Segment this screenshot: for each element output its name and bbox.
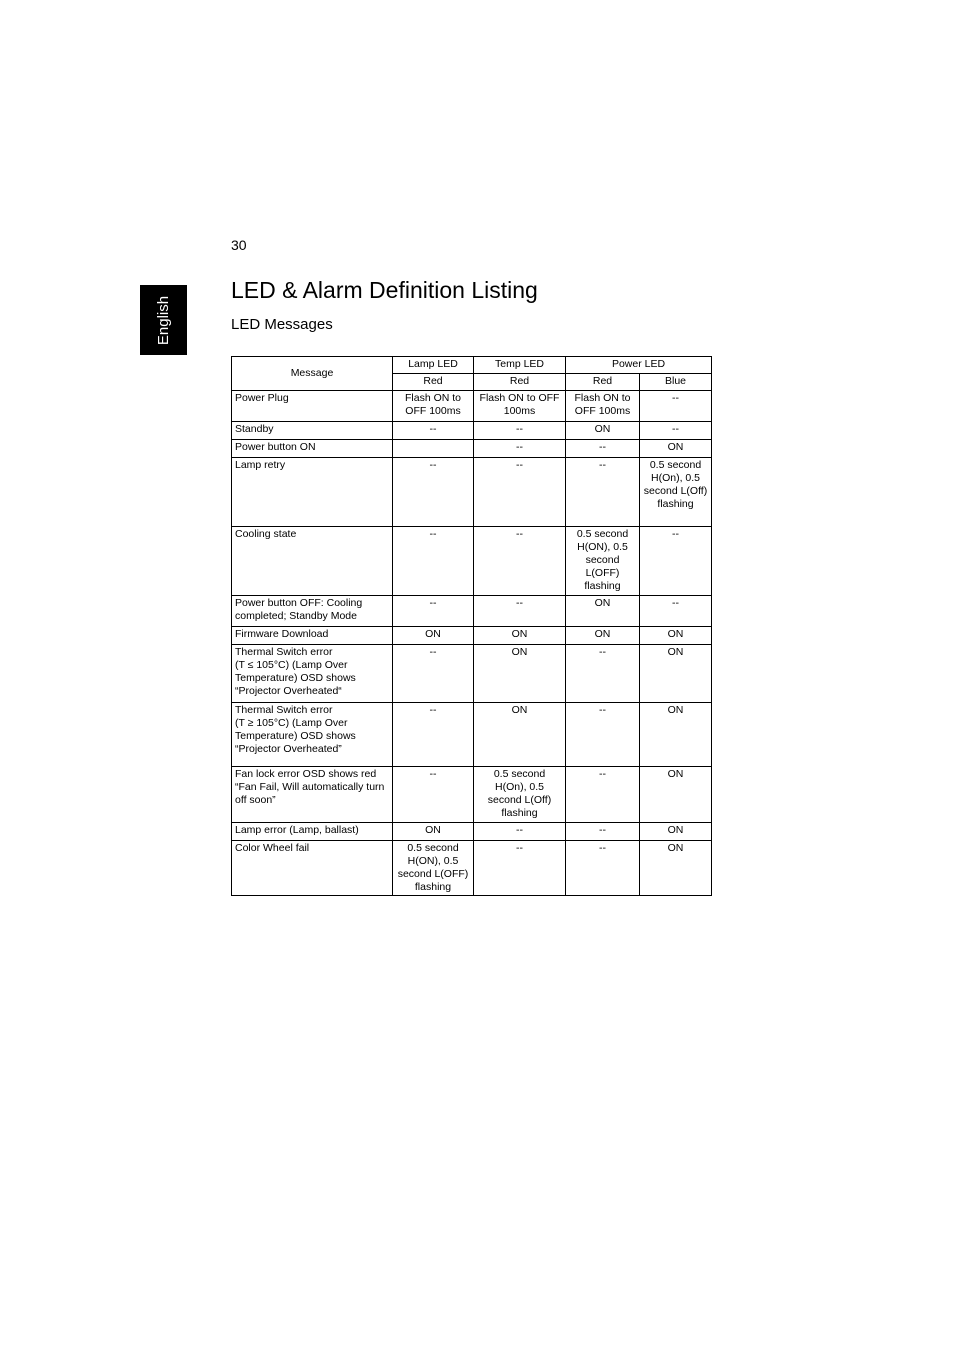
cell-temp-led: ON	[474, 645, 566, 703]
cell-power-led-red: --	[566, 841, 640, 896]
table-header-row	[232, 357, 712, 374]
cell-temp-led: --	[474, 440, 566, 458]
cell-power-led-blue: ON	[640, 841, 712, 896]
section-title: LED Messages	[231, 316, 333, 333]
language-side-tab	[140, 285, 187, 355]
cell-temp-led: ON	[474, 627, 566, 645]
cell-temp-led: --	[474, 422, 566, 440]
cell-power-led-blue: ON	[640, 823, 712, 841]
cell-lamp-led: --	[393, 596, 474, 627]
cell-message: Power button ON	[232, 440, 393, 458]
cell-power-led-blue: 0.5 second H(On), 0.5 second L(Off) flashing	[640, 458, 712, 527]
cell-temp-led: --	[474, 458, 566, 527]
table-row	[232, 440, 712, 458]
cell-message: Lamp error (Lamp, ballast)	[232, 823, 393, 841]
cell-power-led-red: --	[566, 767, 640, 823]
cell-power-led-blue: --	[640, 596, 712, 627]
table-row	[232, 703, 712, 767]
cell-power-led-blue: ON	[640, 645, 712, 703]
cell-temp-led: Flash ON to OFF 100ms	[474, 391, 566, 422]
table-row	[232, 645, 712, 703]
cell-temp-led: --	[474, 841, 566, 896]
cell-power-led-red: ON	[566, 422, 640, 440]
cell-temp-led: --	[474, 596, 566, 627]
cell-message: Power Plug	[232, 391, 393, 422]
cell-lamp-led: ON	[393, 823, 474, 841]
cell-power-led-red: --	[566, 823, 640, 841]
cell-message: Power button OFF: Cooling completed; Standby Mode	[232, 596, 393, 627]
cell-power-led-blue: ON	[640, 440, 712, 458]
cell-power-led-red: --	[566, 703, 640, 767]
table-row	[232, 627, 712, 645]
cell-temp-led: --	[474, 823, 566, 841]
header-power-red: Red	[566, 374, 640, 391]
cell-power-led-blue: --	[640, 391, 712, 422]
cell-lamp-led: 0.5 second H(ON), 0.5 second L(OFF) flashing	[393, 841, 474, 896]
table-row	[232, 458, 712, 527]
cell-lamp-led: --	[393, 645, 474, 703]
cell-power-led-red: 0.5 second H(ON), 0.5 second L(OFF) flashing	[566, 527, 640, 596]
cell-temp-led: --	[474, 527, 566, 596]
cell-power-led-red: --	[566, 645, 640, 703]
cell-power-led-red: ON	[566, 627, 640, 645]
header-temp-led: Temp LED	[474, 357, 566, 374]
cell-power-led-blue: --	[640, 422, 712, 440]
page-title: LED & Alarm Definition Listing	[231, 277, 538, 303]
cell-power-led-red: ON	[566, 596, 640, 627]
cell-power-led-blue: ON	[640, 703, 712, 767]
cell-lamp-led: Flash ON to OFF 100ms	[393, 391, 474, 422]
cell-message: Thermal Switch error (T ≥ 105°C) (Lamp Over Temperature) OSD shows “Projector Overheated”	[232, 703, 393, 767]
cell-lamp-led: --	[393, 458, 474, 527]
table-row	[232, 767, 712, 823]
cell-power-led-blue: --	[640, 527, 712, 596]
cell-message: Firmware Download	[232, 627, 393, 645]
table-row	[232, 596, 712, 627]
header-lamp-color: Red	[393, 374, 474, 391]
cell-power-led-red: --	[566, 458, 640, 527]
header-message: Message	[232, 357, 393, 391]
cell-lamp-led: ON	[393, 627, 474, 645]
cell-power-led-red: Flash ON to OFF 100ms	[566, 391, 640, 422]
cell-message: Lamp retry	[232, 458, 393, 527]
cell-power-led-red: --	[566, 440, 640, 458]
cell-lamp-led: --	[393, 767, 474, 823]
side-tab-label: English	[155, 295, 173, 345]
table-row	[232, 391, 712, 422]
page-number: 30	[231, 237, 247, 253]
cell-message: Thermal Switch error (T ≤ 105°C) (Lamp Over Temperature) OSD shows “Projector Overheated“	[232, 645, 393, 703]
cell-temp-led: ON	[474, 703, 566, 767]
table-row	[232, 422, 712, 440]
cell-power-led-blue: ON	[640, 767, 712, 823]
cell-message: Fan lock error OSD shows red “Fan Fail, Will automatically turn off soon”	[232, 767, 393, 823]
table-row	[232, 527, 712, 596]
cell-message: Cooling state	[232, 527, 393, 596]
header-power-blue: Blue	[640, 374, 712, 391]
cell-lamp-led: --	[393, 527, 474, 596]
cell-message: Color Wheel fail	[232, 841, 393, 896]
cell-lamp-led	[393, 440, 474, 458]
cell-message: Standby	[232, 422, 393, 440]
cell-power-led-blue: ON	[640, 627, 712, 645]
table-body	[232, 391, 712, 896]
cell-lamp-led: --	[393, 422, 474, 440]
header-power-led: Power LED	[566, 357, 712, 374]
header-temp-color: Red	[474, 374, 566, 391]
header-lamp-led: Lamp LED	[393, 357, 474, 374]
led-messages-table	[231, 356, 712, 896]
cell-temp-led: 0.5 second H(On), 0.5 second L(Off) flashing	[474, 767, 566, 823]
table-row	[232, 841, 712, 896]
table-row	[232, 823, 712, 841]
cell-lamp-led: --	[393, 703, 474, 767]
